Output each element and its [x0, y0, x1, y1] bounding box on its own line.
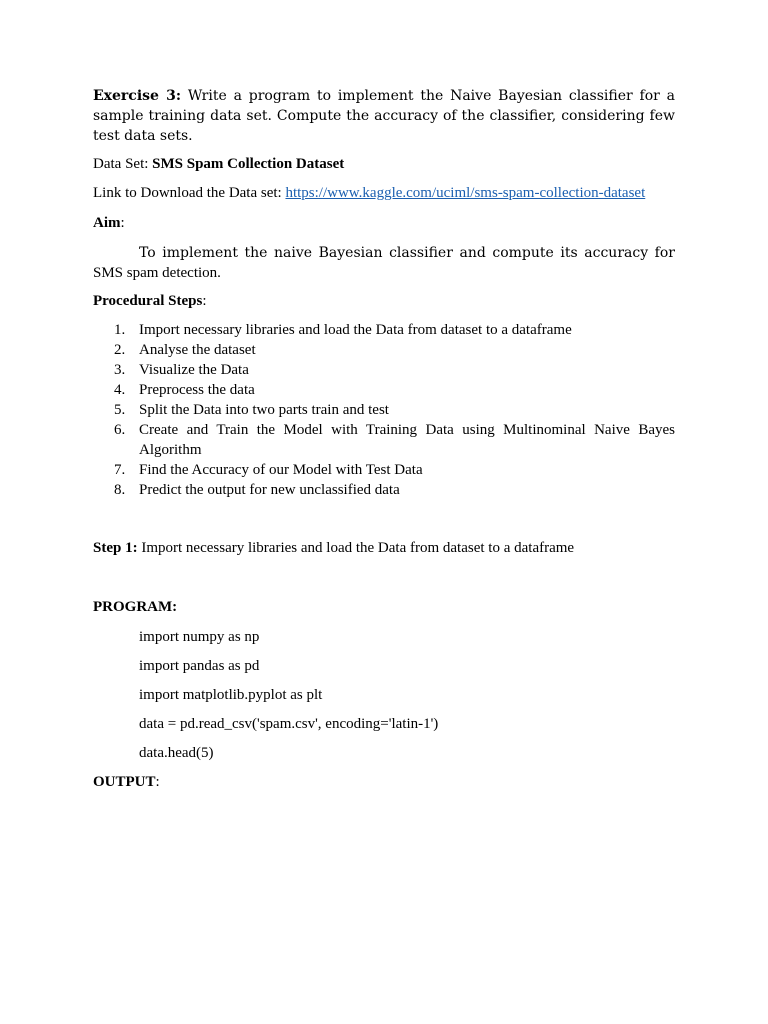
list-item — [93, 320, 675, 340]
step-number: 6. — [114, 422, 126, 438]
step-number: 2. — [114, 342, 126, 358]
dataset-download-link[interactable]: https://www.kaggle.com/uciml/sms-spam-collection-dataset — [285, 185, 646, 201]
output-heading: OUTPUT — [93, 774, 156, 790]
dataset-label: Data Set: — [93, 156, 153, 172]
aim-text-part1: To implement the naive Bayesian classifier and compute its accuracy for — [139, 245, 675, 261]
step-number: 7. — [114, 462, 126, 478]
download-label: Link to Download the Data set: — [93, 185, 286, 201]
list-item — [93, 420, 675, 460]
dataset-name: SMS Spam Collection Dataset — [152, 156, 345, 172]
procedure-colon: : — [202, 293, 207, 309]
output-heading-line — [93, 772, 675, 792]
procedure-heading: Procedural Steps — [93, 293, 203, 309]
aim-heading-line — [93, 213, 675, 233]
aim-colon: : — [120, 215, 125, 231]
step-text: Predict the output for new unclassified data — [139, 482, 400, 498]
step-text: Split the Data into two parts train and test — [139, 402, 389, 418]
step-number: 1. — [114, 322, 126, 338]
list-item — [93, 480, 675, 500]
program-heading-line — [93, 597, 675, 617]
exercise-text: Write a program to implement the Naive Bayesian classifier for a sample training data set. Compute the accuracy of the classifier, considering few test data sets. — [93, 88, 675, 144]
step1-label: Step 1: — [93, 540, 138, 556]
list-item — [93, 340, 675, 360]
aim-text-part2: SMS spam detection. — [93, 265, 221, 281]
dataset-line — [93, 154, 675, 174]
step1-text: Import necessary libraries and load the Data from dataset to a dataframe — [137, 540, 575, 556]
code-line: import matplotlib.pyplot as plt — [139, 687, 323, 703]
code-line: data = pd.read_csv('spam.csv', encoding='latin-1') — [139, 716, 439, 732]
list-item — [93, 380, 675, 400]
procedure-steps-list — [93, 320, 675, 500]
step-text: Find the Accuracy of our Model with Test Data — [139, 462, 423, 478]
code-line: data.head(5) — [139, 745, 214, 761]
step-number: 5. — [114, 402, 126, 418]
document-page — [93, 86, 675, 792]
list-item — [93, 400, 675, 420]
output-colon: : — [155, 774, 160, 790]
step-text: Preprocess the data — [139, 382, 255, 398]
program-heading: PROGRAM: — [93, 599, 178, 615]
exercise-statement — [93, 86, 675, 146]
step-text: Analyse the dataset — [139, 342, 256, 358]
aim-heading: Aim — [93, 215, 121, 231]
step1-line — [93, 538, 675, 558]
step-text: Create and Train the Model with Training Data using Multinominal Naive Bayes Algorithm — [139, 422, 675, 458]
code-line: import numpy as np — [139, 629, 260, 645]
exercise-label: Exercise 3: — [93, 88, 182, 104]
procedure-heading-line — [93, 291, 675, 311]
download-line — [93, 183, 675, 203]
aim-text — [93, 243, 675, 283]
step-number: 4. — [114, 382, 126, 398]
step-text: Import necessary libraries and load the Data from dataset to a dataframe — [139, 322, 572, 338]
step-number: 8. — [114, 482, 126, 498]
list-item — [93, 360, 675, 380]
code-line: import pandas as pd — [139, 658, 260, 674]
step-text: Visualize the Data — [139, 362, 249, 378]
step-number: 3. — [114, 362, 126, 378]
list-item — [93, 460, 675, 480]
